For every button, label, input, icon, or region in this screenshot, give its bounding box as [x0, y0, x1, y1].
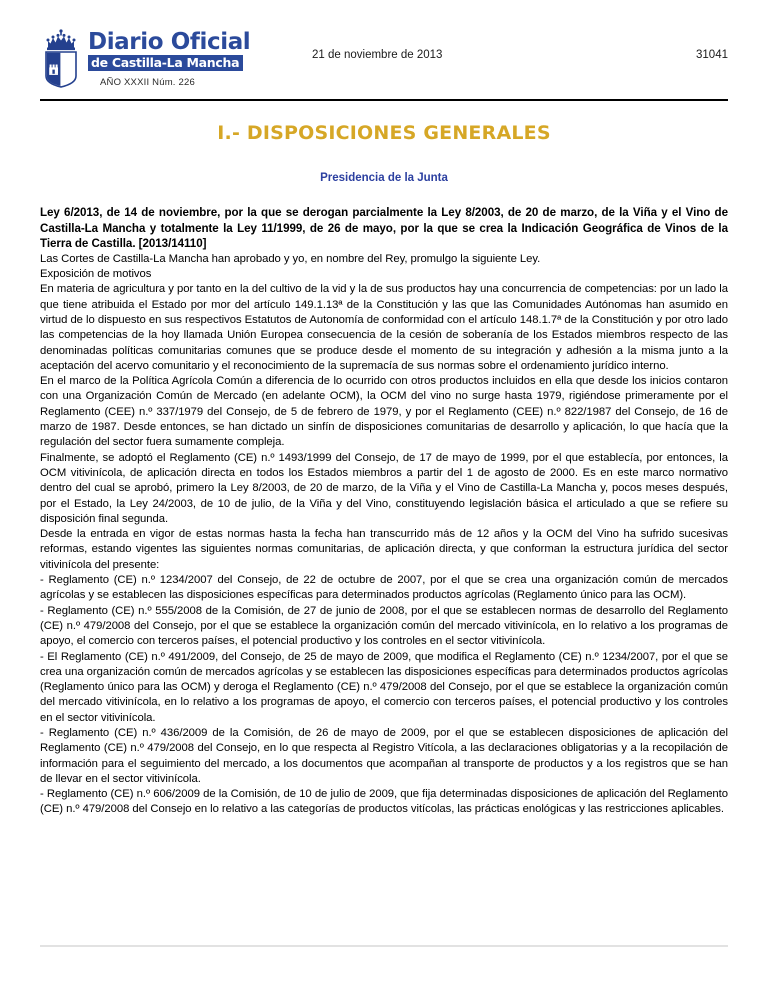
paragraph-promulgation: Las Cortes de Castilla-La Mancha han aprobado y yo, en nombre del Rey, promulgo la siguiente Ley.: [40, 252, 541, 265]
masthead: [40, 0, 728, 98]
paragraph-reglamento-1493: Finalmente, se adoptó el Reglamento (CE) n.º 1493/1999 del Consejo, de 17 de mayo de 1999, por el que establecía, por entonces, la OCM vitivinícola, de aplicación directa en todos los Estados miembros a partir del 1 de agosto de 2000. Es en este marco normativo dentro del cual se aprobó, primero la Ley 8/2003, de 20 de marzo, de la Viña y el Vino de Castilla-La Mancha y, pocos meses después, por el Estado, la Ley 24/2003, de 10 de julio, de la Viña y del Vino, constituyendo legislación básica el articulado a que se refiere su disposición final segunda.: [40, 451, 728, 525]
page-number: 31041: [696, 49, 728, 61]
publication-date: 21 de noviembre de 2013: [312, 49, 443, 61]
list-item-reglamento-606-2009: - Reglamento (CE) n.º 606/2009 de la Comisión, de 10 de julio de 2009, que fija determinadas disposiciones de aplicación del Reglamento (CE) n.º 479/2008 del Consejo en lo relativo a las categorías de productos vitícolas, las prácticas enológicas y las restricciones aplicables.: [40, 788, 728, 816]
issuing-organ: Presidencia de la Junta: [320, 172, 448, 184]
footer-divider: [40, 945, 728, 947]
list-item-reglamento-436-2009: - Reglamento (CE) n.º 436/2009 de la Comisión, de 26 de mayo de 2009, por el que se establecen disposiciones de aplicación del Reglamento (CE) n.º 479/2008 del Consejo, en lo que respecta al Registro Vitícola, a las declaraciones obligatorias y a la recopilación de información para el seguimiento del mercado, a los documentos que acompañan al transporte de productos y a los registros que se han de llevar en el sector vitivinícola.: [40, 726, 728, 785]
coat-of-arms-icon: [40, 28, 82, 88]
masthead-text: [88, 28, 250, 88]
publication-subtitle: de Castilla-La Mancha: [88, 55, 243, 71]
header-divider: [40, 99, 728, 101]
section-title: I.- DISPOSICIONES GENERALES: [217, 122, 551, 144]
list-item-reglamento-491-2009: - El Reglamento (CE) n.º 491/2009, del Consejo, de 25 de mayo de 2009, que modifica el Reglamento (CE) n.º 1234/2007, por el que se crea una organización común de mercados agrícolas y se establecen las disposiciones específicas para determinados productos agrícolas (Reglamento único para las OCM) y deroga el Reglamento (CE) n.º 479/2008 del Consejo, por el que se establece la organización común del mercado vitivinícola, en lo relativo a los programas de apoyo, el comercio con terceros países, el potencial productivo y los controles en el sector vitivinícola.: [40, 650, 728, 724]
issue-line: AÑO XXXII Núm. 226: [100, 77, 195, 88]
list-item-reglamento-555-2008: - Reglamento (CE) n.º 555/2008 de la Comisión, de 27 de junio de 2008, por el que se establecen normas de desarrollo del Reglamento (CE) n.º 479/2008 del Consejo, por el que se establece la organización común del mercado vitivinícola, en lo relativo a los programas de apoyo, el comercio con terceros países, el potencial productivo y los controles en el sector vitivinícola.: [40, 604, 728, 648]
paragraph-competencias: En materia de agricultura y por tanto en la del cultivo de la vid y la de sus productos hay una concurrencia de competencias: por un lado la que tiene atribuida el Estado por mor del artículo 149.1.13ª de la Constitución y las que las Comunidades Autónomas han asumido en virtud de lo dispuesto en sus respectivos Estatutos de Autonomía de conformidad con el artículo 148.1.7ª de la Constitución y por otro lado las competencias de la hoy llamada Unión Europea consecuencia de la cesión de soberanía de los Estados miembros respecto de las denominadas políticas comunitarias comunes que se produce desde el momento de su integración y adhesión a la misma junto a la aceptación del acervo comunitario y el reconocimiento de la supremacía de sus normas sobre el ordenamiento jurídico interno.: [40, 283, 728, 372]
law-title: Ley 6/2013, de 14 de noviembre, por la que se derogan parcialmente la Ley 8/2003, de 20 de marzo, de la Viña y el Vino de Castilla-La Mancha y totalmente la Ley 11/1999, de 26 de mayo, por la que se crea la Indicación Geográfica de Vinos de la Tierra de Castilla. [2013/14110]: [40, 206, 728, 251]
publication-title: Diario Oficial: [88, 29, 251, 55]
paragraph-pac-ocm: En el marco de la Política Agrícola Común a diferencia de lo ocurrido con otros productos incluidos en ella que desde los inicios contaron con una Organización Común de Mercado (en adelante OCM), la OCM del vino no surge hasta 1979, rigiéndose primeramente por el Reglamento (CEE) n.º 337/1979 del Consejo, de 5 de febrero de 1979, y por el Reglamento (CEE) n.º 822/1987 del Consejo, de 16 de marzo de 1987. Desde entonces, se han dictado un sinfín de disposiciones comunitarias de desarrollo y aplicación, lo que hacía que la regulación del sector fuera sumamente compleja.: [40, 375, 728, 449]
list-item-reglamento-1234-2007: - Reglamento (CE) n.º 1234/2007 del Consejo, de 22 de octubre de 2007, por el que se crea una organización común de mercados agrícolas y se establecen las disposiciones específicas para determinados productos agrícolas (Reglamento único para las OCM).: [40, 574, 728, 602]
paragraph-reformas: Desde la entrada en vigor de estas normas hasta la fecha han transcurrido más de 12 años y la OCM del Vino ha sufrido sucesivas reformas, estando vigentes las siguientes normas comunitarias, de aplicación directa, y que conforman la estructura jurídica del sector vitivinícola del presente:: [40, 528, 728, 571]
paragraph-heading-motivos: Exposición de motivos: [40, 268, 152, 281]
